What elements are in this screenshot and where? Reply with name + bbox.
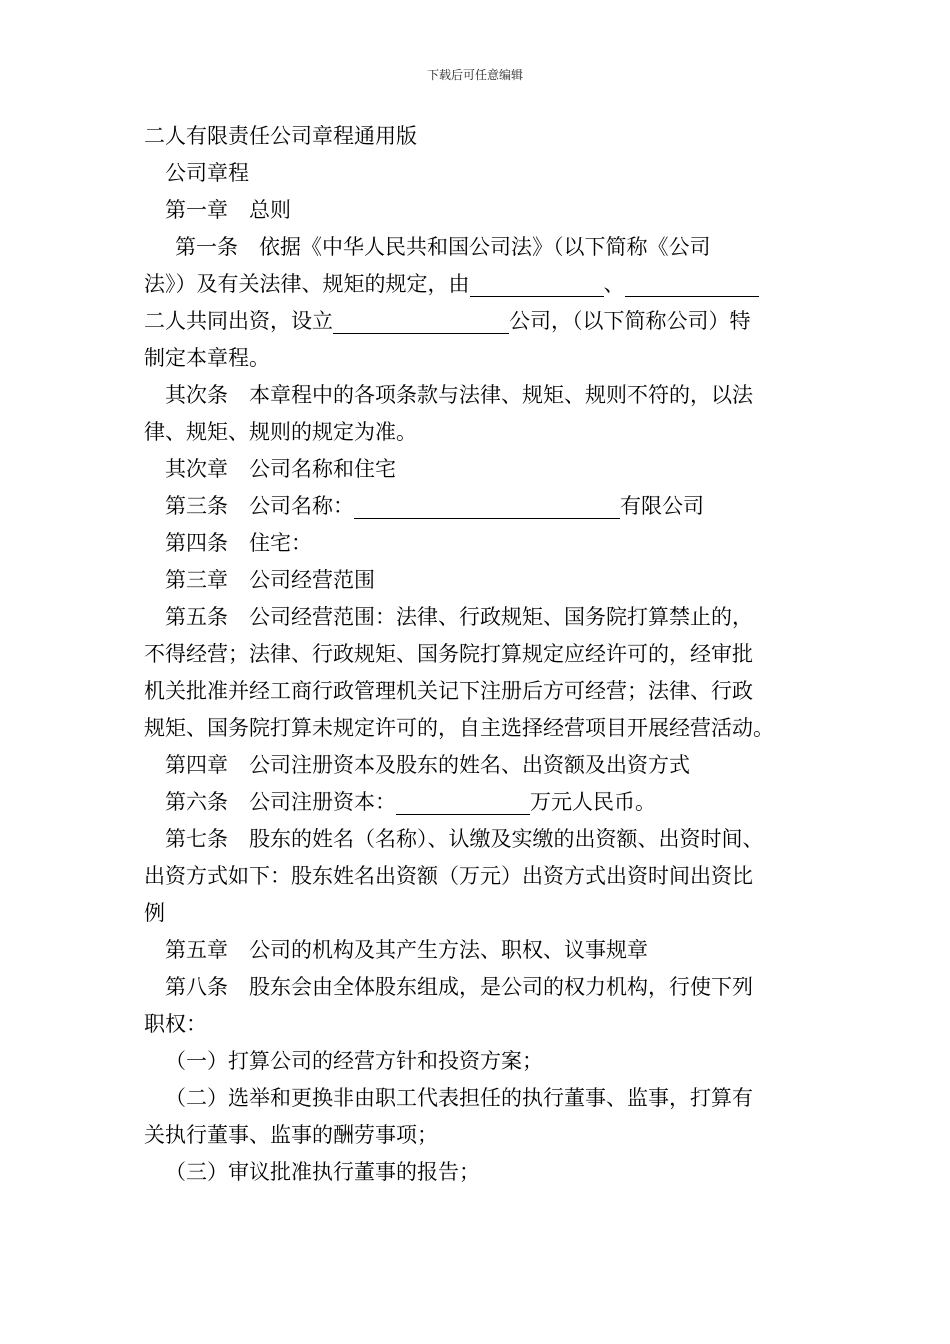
article-3-suffix: 有限公司 [620,494,704,518]
article-7-line-3: 例 [144,901,165,925]
article-1-line-4: 制定本章程。 [144,346,270,370]
article-5-line-4: 规矩、国务院打算未规定许可的，自主选择经营项目开展经营活动。 [144,716,774,740]
article-3-label: 第三条 公司名称： [165,494,354,518]
article-1-text: 二人共同出资，设立 [144,309,333,333]
article-2-line-1: 其次条 本章程中的各项条款与法律、规矩、规则不符的，以法 [165,383,753,407]
page-header-note: 下载后可任意编辑 [426,68,523,82]
article-8-line-2: 职权： [144,1012,207,1036]
article-1-line-3 [144,303,824,340]
article-1-line-1: 第一条 依据《中华人民共和国公司法》（以下简称《公司 [175,235,711,259]
blank-field-company [333,307,509,334]
article-1-line-2 [144,266,824,303]
blank-field-capital [396,788,530,815]
list-item-3: （三）审议批准执行董事的报告； [165,1160,480,1184]
article-6-label: 第六条 公司注册资本： [165,790,396,814]
article-6 [144,784,824,821]
chapter-4-heading: 第四章 公司注册资本及股东的姓名、出资额及出资方式 [165,753,690,777]
article-4: 第四条 住宅： [165,531,312,555]
article-1-text: 法》）及有关法律、规矩的规定，由 [144,272,470,296]
chapter-2-heading: 其次章 公司名称和住宅 [165,457,396,481]
article-3 [144,488,824,525]
list-item-1: （一）打算公司的经营方针和投资方案； [165,1049,543,1073]
article-8-line-1: 第八条 股东会由全体股东组成，是公司的权力机构，行使下列 [165,975,753,999]
article-1-separator: 、 [603,272,625,296]
article-1-text: 公司，（以下简称公司）特 [509,309,751,333]
chapter-5-heading: 第五章 公司的机构及其产生方法、职权、议事规章 [165,938,648,962]
blank-field-shareholder-1 [470,270,604,297]
article-5-line-3: 机关批准并经工商行政管理机关记下注册后方可经营；法律、行政 [144,679,753,703]
article-5-line-1: 第五条 公司经营范围：法律、行政规矩、国务院打算禁止的， [165,605,753,629]
section-title: 公司章程 [165,161,249,185]
document-body [144,118,824,1191]
article-7-line-2: 出资方式如下：股东姓名出资额（万元）出资方式出资时间出资比 [144,864,753,888]
document-title: 二人有限责任公司章程通用版 [144,124,417,148]
article-5-line-2: 不得经营；法律、行政规矩、国务院打算规定应经许可的，经审批 [144,642,753,666]
article-7-line-1: 第七条 股东的姓名（名称）、认缴及实缴的出资额、出资时间、 [165,827,764,851]
article-6-suffix: 万元人民币。 [530,790,656,814]
chapter-1-heading: 第一章 总则 [165,198,291,222]
chapter-3-heading: 第三章 公司经营范围 [165,568,375,592]
list-item-2-line-1: （二）选举和更换非由职工代表担任的执行董事、监事，打算有 [165,1086,753,1110]
list-item-2-line-2: 关执行董事、监事的酬劳事项； [144,1123,438,1147]
blank-field-shareholder-2 [625,270,759,297]
article-2-line-2: 律、规矩、规则的规定为准。 [144,420,417,444]
blank-field-company-name [354,492,620,519]
